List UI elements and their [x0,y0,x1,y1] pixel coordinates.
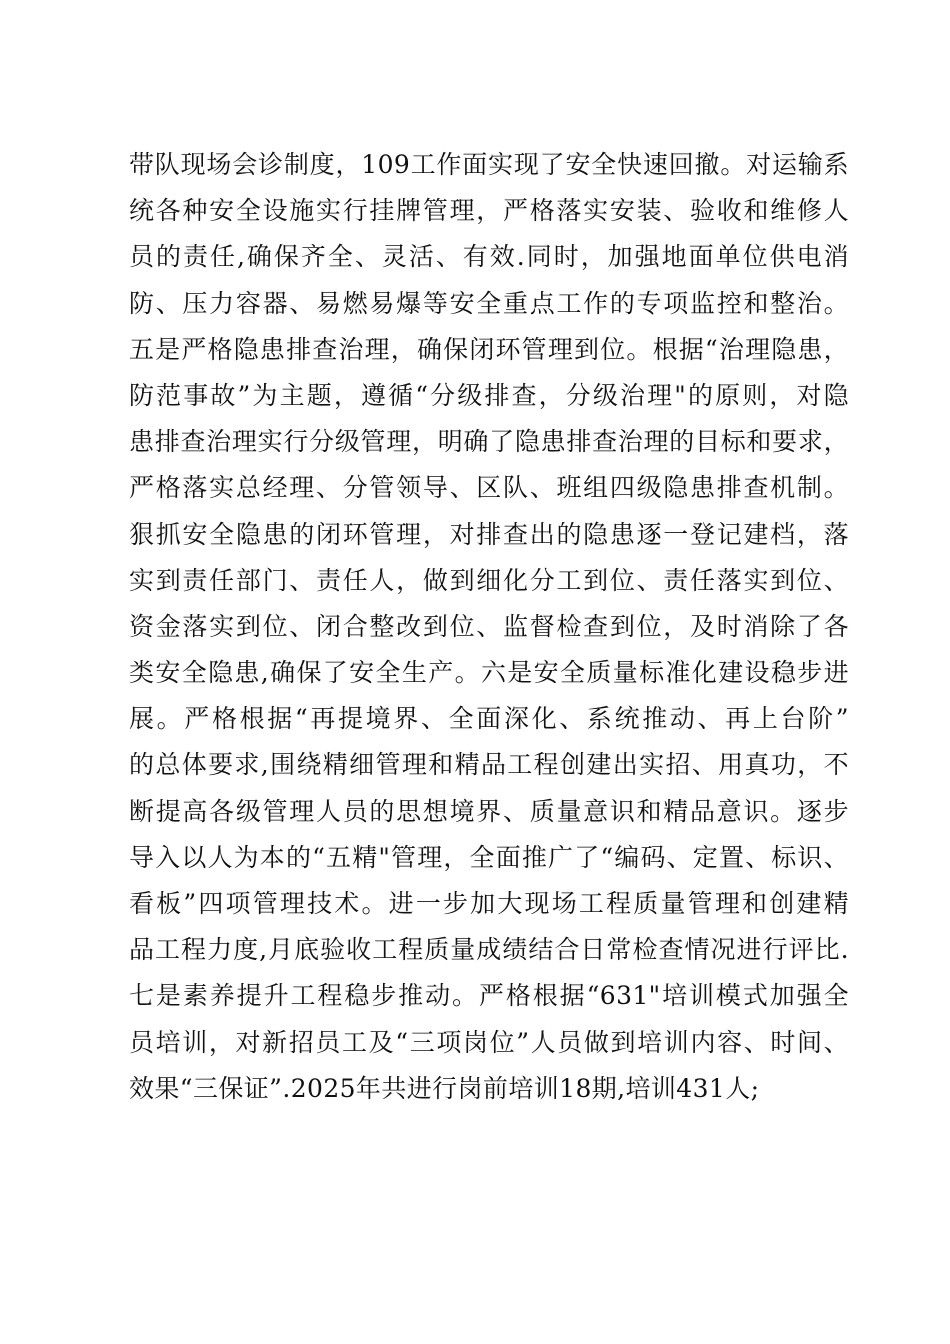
text-line: 的总体要求,围绕精细管理和精品工程创建出实招、用真功，不 [129,750,849,780]
text-line: 防、压力容器、易燃易爆等安全重点工作的专项监控和整治。 [129,288,849,318]
text-line: 严格落实总经理、分管领导、区队、班组四级隐患排查机制。 [129,473,849,503]
text-line: 实到责任部门、责任人，做到细化分工到位、责任落实到位、 [129,565,849,595]
text-line: 展。严格根据“再提境界、全面深化、系统推动、再上台阶” [129,704,849,734]
text-line: 看板”四项管理技术。进一步加大现场工程质量管理和创建精 [129,889,849,918]
text-line: 七是素养提升工程稳步推动。严格根据“631"培训模式加强全 [129,981,849,1011]
text-line: 统各种安全设施实行挂牌管理，严格落实安装、验收和维修人 [129,196,849,226]
text-line: 狠抓安全隐患的闭环管理，对排查出的隐患逐一登记建档，落 [129,519,849,549]
body-text [129,142,849,1112]
text-line: 防范事故”为主题，遵循“分级排查，分级治理"的原则，对隐 [129,380,849,410]
text-line: 患排查治理实行分级管理，明确了隐患排查治理的目标和要求， [129,427,849,457]
text-line: 效果“三保证”.2025年共进行岗前培训18期,培训431人; [129,1073,760,1103]
text-line: 品工程力度,月底验收工程质量成绩结合日常检查情况进行评比. [129,935,849,965]
text-line: 资金落实到位、闭合整改到位、监督检查到位，及时消除了各 [129,611,849,641]
text-line: 类安全隐患,确保了安全生产。六是安全质量标准化建设稳步进 [129,658,849,688]
text-line: 带队现场会诊制度，109工作面实现了安全快速回撤。对运输系 [129,150,849,179]
text-line: 员培训，对新招员工及“三项岗位”人员做到培训内容、时间、 [129,1027,849,1057]
text-line: 导入以人为本的“五精"管理，全面推广了“编码、定置、标识、 [129,842,849,872]
text-line: 断提高各级管理人员的思想境界、质量意识和精品意识。逐步 [129,796,849,826]
text-line: 员的责任,确保齐全、灵活、有效.同时，加强地面单位供电消 [129,242,849,272]
text-line: 五是严格隐患排查治理，确保闭环管理到位。根据“治理隐患， [129,334,849,364]
